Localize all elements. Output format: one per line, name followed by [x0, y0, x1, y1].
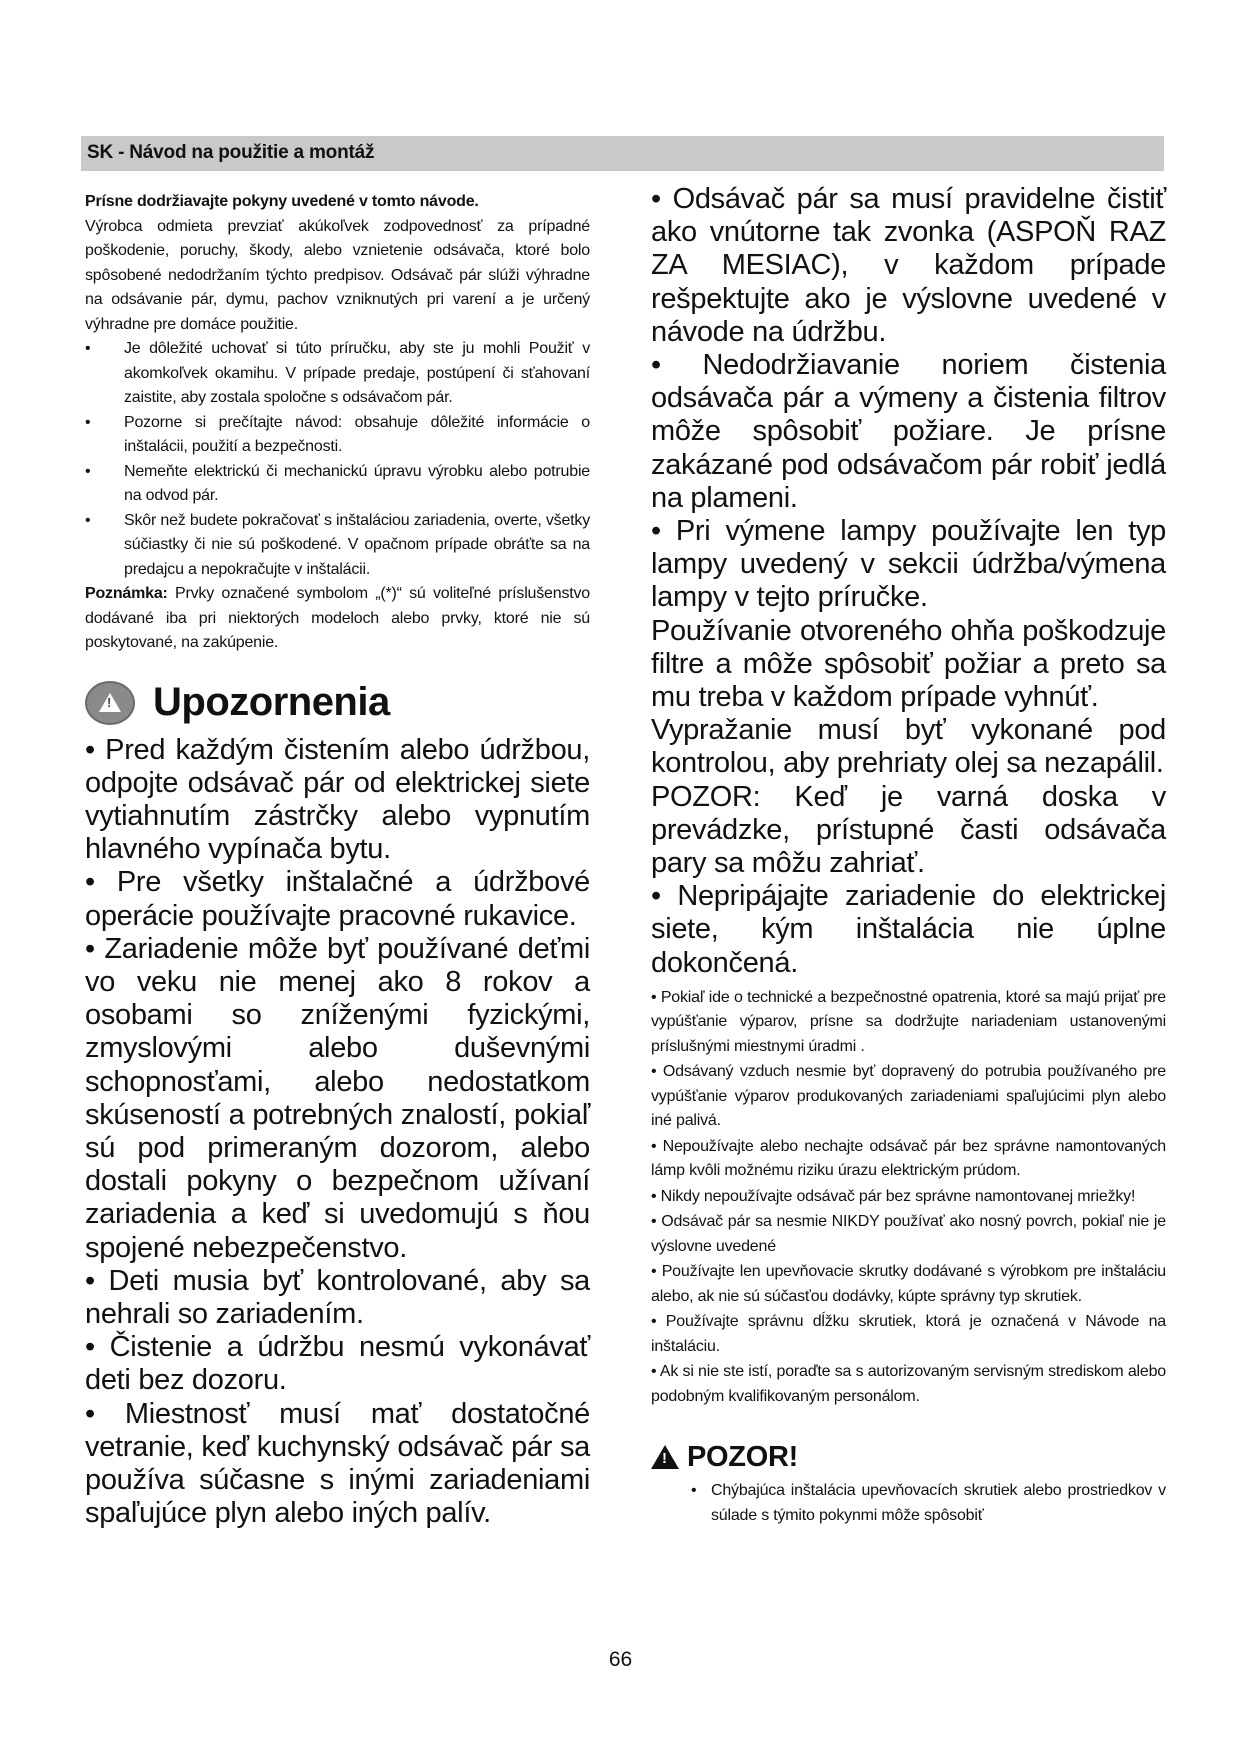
small-warning: • Nikdy nepoužívajte odsávač pár bez správne namontovanej mriežky!	[651, 1187, 1136, 1205]
intro-bold-line: Prísne dodržiavajte pokyny uvedené v tomto návode.	[85, 193, 479, 210]
page-number: 66	[608, 1648, 633, 1671]
warnings-left-block	[85, 734, 590, 1531]
list-item: • Pozorne si prečítajte návod: obsahuje dôležité informácie o inštalácii, použití a bezpečnosti.	[85, 413, 590, 455]
warning-paragraph: • Nepripájajte zariadenie do elektrickej siete, kým inštalácia nie úplne dokončená.	[651, 880, 1166, 979]
small-warning: • Odsávaný vzduch nesmie byť dopravený do potrubia používaného pre vypúšťanie výparov produkovaných zariadeniami spaľujúcimi plyn alebo iné palivá.	[651, 1063, 1166, 1130]
small-warning: • Ak si nie ste istí, poraďte sa s autorizovaným servisným strediskom alebo podobným kvalifikovaným personálom.	[651, 1363, 1166, 1405]
page-header-title: SK - Návod na použitie a montáž	[87, 142, 375, 163]
warning-paragraph: Používanie otvoreného ohňa poškodzuje filtre a môže spôsobiť požiar a preto sa mu treba v každom prípade vyhnúť.	[651, 614, 1166, 714]
left-column	[85, 190, 590, 1530]
pozor-list	[691, 1479, 1166, 1528]
note-paragraph	[85, 582, 590, 656]
warning-paragraph: • Miestnosť musí mať dostatočné vetranie, keď kuchynský odsávač pár sa používa súčasne s inými zariadeniami spaľujúce plyn alebo iných palív.	[85, 1397, 590, 1530]
intro-block	[85, 190, 590, 656]
small-warning: • Odsávač pár sa nesmie NIKDY používať ako nosný povrch, pokiaľ nie je výslovne uvedené	[651, 1213, 1166, 1255]
warnings-title: Upozornenia	[153, 680, 390, 724]
warnings-right-block	[651, 183, 1166, 980]
list-item: • Skôr než budete pokračovať s inštaláciou zariadenia, overte, všetky súčiastky či nie sú poškodené. V opačnom prípade obráťte sa na predajcu a nepokračujte v inštalácii.	[85, 511, 590, 578]
warning-paragraph: • Odsávač pár sa musí pravidelne čistiť ako vnútorne tak zvonka (ASPOŇ RAZ ZA MESIAC), v každom prípade rešpektujte ako je výslovne uvedené v návode na údržbu.	[651, 183, 1166, 348]
warning-triangle-icon: !	[651, 1445, 679, 1469]
warning-paragraph: • Pre všetky inštalačné a údržbové operácie používajte pracovné rukavice.	[85, 866, 590, 932]
warnings-heading	[85, 678, 590, 728]
list-item: • Nemeňte elektrickú či mechanickú úpravu výrobku alebo potrubie na odvod pár.	[85, 462, 590, 504]
pozor-heading	[651, 1439, 1166, 1475]
intro-text: Výrobca odmieta prevziať akúkoľvek zodpovednosť za prípadné poškodenie, poruchy, škody, alebo vznietenie odsávača, ktoré bolo spôsobené nedodržaním týchto predpisov. Odsávač pár slúži výhradne na odsávanie pár, dymu, pachov vzniknutých pri varení a je určený výhradne pre domáce použitie.	[85, 217, 590, 333]
small-warning: • Pokiaľ ide o technické a bezpečnostné opatrenia, ktoré sa majú prijať pre vypúšťanie výparov, prísne sa dodržujte nariadeniam ustanovenými príslušnými miestnymi úradmi .	[651, 988, 1166, 1055]
right-column	[651, 183, 1166, 1528]
warning-paragraph: POZOR: Keď je varná doska v prevádzke, prístupné časti odsávača pary sa môžu zahriať.	[651, 780, 1166, 880]
warning-paragraph: • Zariadenie môže byť používané deťmi vo veku nie menej ako 8 rokov a osobami so zníženými fyzickými, zmyslovými alebo duševnými schopnosťami, alebo nedostatkom skúseností a potrebných znalostí, pokiaľ sú pod primeraným dozorom, alebo dostali pokyny o bezpečnom užívaní zariadenia a keď si uvedomujú s ňou spojené nebezpečenstvo.	[85, 932, 590, 1264]
warning-paragraph: • Deti musia byť kontrolované, aby sa nehrali so zariadením.	[85, 1264, 590, 1330]
pozor-title: POZOR!	[687, 1440, 798, 1473]
warnings-right-small-block	[651, 986, 1166, 1410]
warning-paragraph: • Pri výmene lampy používajte len typ lampy uvedený v sekcii údržba/výmena lampy v tejto príručke.	[651, 515, 1166, 614]
small-warning: • Používajte správnu dĺžku skrutiek, ktorá je označená v Návode na inštaláciu.	[651, 1313, 1166, 1355]
warning-circle-icon: !	[85, 681, 135, 725]
small-warning: • Nepoužívajte alebo nechajte odsávač pár bez správne namontovaných lámp kvôli možnému riziku úrazu elektrickým prúdom.	[651, 1137, 1166, 1180]
section-header-bar	[81, 136, 1164, 171]
note-label: Poznámka:	[85, 585, 168, 602]
warning-paragraph: • Čistenie a údržbu nesmú vykonávať deti bez dozoru.	[85, 1331, 590, 1397]
note-text: Prvky označené symbolom „(*)“ sú voliteľné príslušenstvo dodávané iba pri niektorých modeloch alebo prvky, ktoré nie sú poskytované, na zakúpenie.	[85, 585, 590, 651]
warning-paragraph: Vypražanie musí byť vykonané pod kontrolou, aby prehriaty olej sa nezapálil.	[651, 714, 1166, 780]
warning-paragraph: • Nedodržiavanie noriem čistenia odsávača pár a výmeny a čistenia filtrov môže spôsobiť požiare. Je prísne zakázané pod odsávačom pár robiť jedlá na plameni.	[651, 349, 1166, 514]
list-item: • Chýbajúca inštalácia upevňovacích skrutiek alebo prostriedkov v súlade s týmito pokynmi môže spôsobiť	[691, 1482, 1166, 1524]
intro-bullet-list	[85, 337, 590, 582]
warning-paragraph: • Pred každým čistením alebo údržbou, odpojte odsávač pár od elektrickej siete vytiahnutím zástrčky alebo vypnutím hlavného vypínača bytu.	[85, 733, 590, 866]
list-item: • Je dôležité uchovať si túto príručku, aby ste ju mohli Použiť v akomkoľvek okamihu. V prípade predaje, postúpení či sťahovaní zaistite, aby zostala spoločne s odsávačom pár.	[85, 340, 590, 406]
small-warning: • Používajte len upevňovacie skrutky dodávané s výrobkom pre inštaláciu alebo, ak nie sú súčasťou dodávky, kúpte správny typ skrutiek.	[651, 1263, 1166, 1305]
